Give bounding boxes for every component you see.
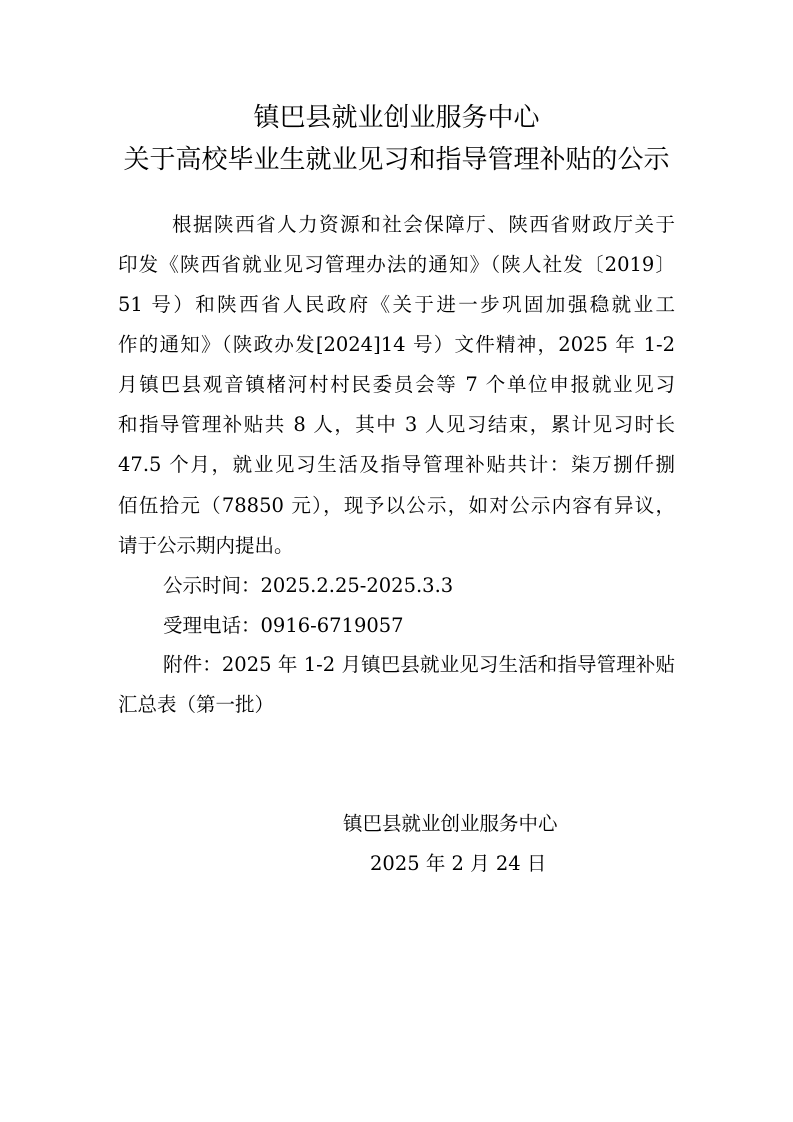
contact-phone-value: 0916-6719057: [260, 614, 404, 637]
publication-period-label: 公示时间：: [163, 574, 261, 597]
contact-phone: [163, 606, 675, 646]
attachment-title-part-1: 2025 年 1-2 月镇巴县就业见习生活和指导管理补贴: [221, 653, 675, 676]
publication-period: [163, 566, 675, 606]
body-line: 51 号）和陕西省人民政府《关于进一步巩固加强稳就业工: [118, 293, 675, 316]
notice-title-subject: 关于高校毕业生就业见习和指导管理补贴的公示: [123, 145, 670, 175]
body-line: 作的通知》（陕政办发[2024]14 号）文件精神，2025 年 1-2: [118, 333, 675, 356]
notice-title-organization: 镇巴县就业创业服务中心: [253, 103, 540, 133]
attachment-line: [163, 645, 675, 685]
attachment-title-part-2: 汇总表（第一批）: [118, 693, 275, 716]
contact-phone-label: 受理电话：: [163, 614, 261, 637]
body-line: 请于公示期内提出。: [118, 534, 294, 557]
body-line: 和指导管理补贴共 8 人，其中 3 人见习结束，累计见习时长: [118, 413, 675, 436]
signature-date: 2025 年 2 月 24 日: [370, 852, 547, 875]
body-line: 47.5 个月，就业见习生活及指导管理补贴共计：柒万捌仟捌: [118, 453, 675, 476]
attachment-label: 附件：: [163, 653, 222, 676]
body-line: 月镇巴县观音镇楮河村村民委员会等 7 个单位申报就业见习: [118, 373, 675, 396]
publication-period-value: 2025.2.25-2025.3.3: [260, 574, 454, 597]
body-line: 佰伍拾元（78850 元），现予以公示，如对公示内容有异议，: [118, 494, 675, 517]
body-line: 印发《陕西省就业见习管理办法的通知》（陕人社发〔2019〕: [118, 253, 675, 276]
body-line: 根据陕西省人力资源和社会保障厅、陕西省财政厅关于: [172, 213, 675, 236]
signature-organization: 镇巴县就业创业服务中心: [343, 812, 558, 835]
